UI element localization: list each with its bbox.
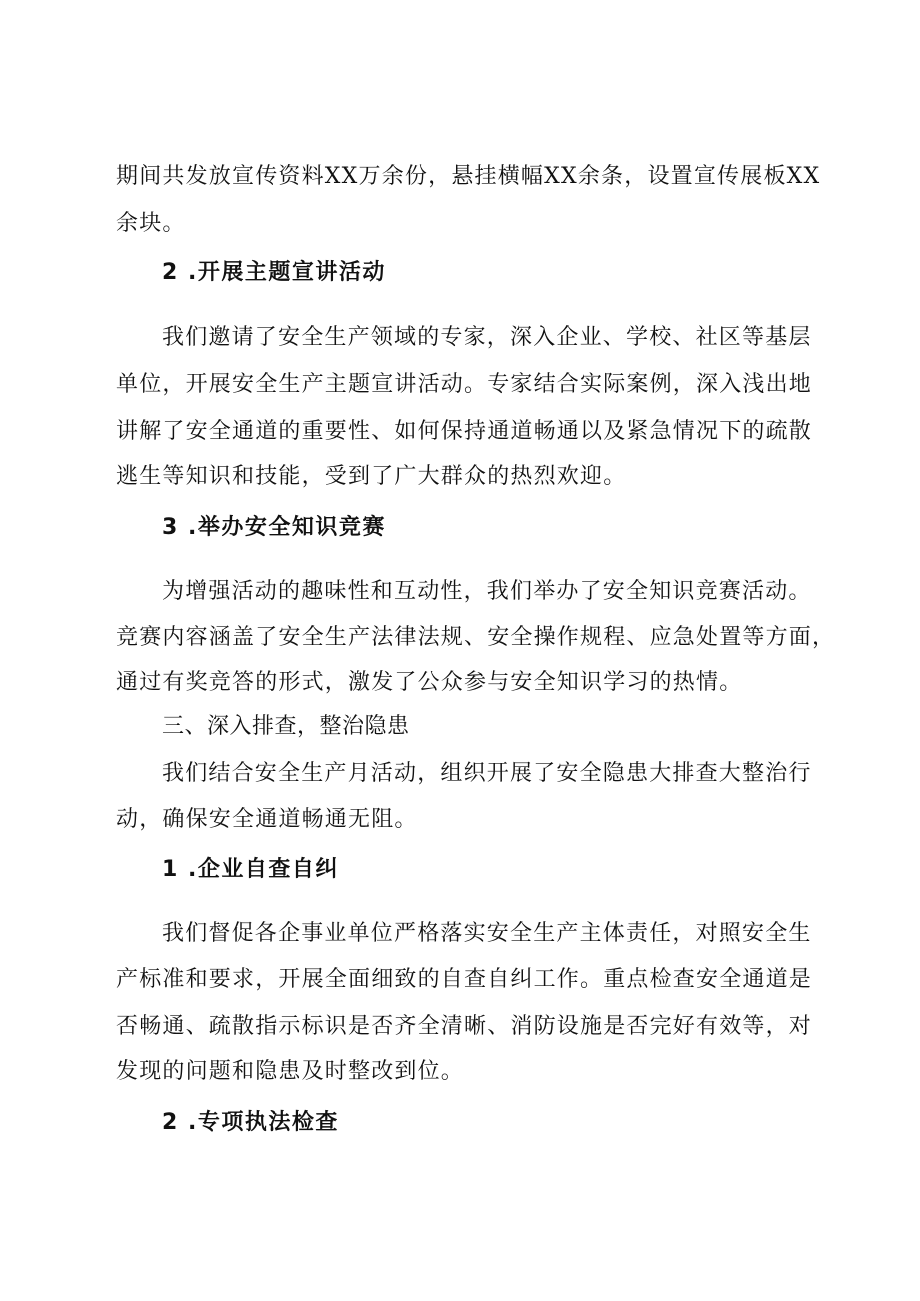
- subheading-number: 1: [162, 857, 179, 882]
- paragraph-1-line-2: 余块。: [116, 211, 186, 236]
- section-3-title: 三、深入排查，整治隐患: [162, 714, 410, 739]
- paragraph-2-line-2: 单位，开展安全生产主题宣讲活动。专家结合实际案例，深入浅出地: [116, 372, 813, 397]
- subheading-title: .企业自查自纠: [188, 857, 339, 882]
- paragraph-3-line-1: 为增强活动的趣味性和互动性，我们举办了安全知识竞赛活动。: [162, 579, 812, 604]
- subheading-number: 2: [162, 260, 179, 285]
- paragraph-5-line-3: 否畅通、疏散指示标识是否齐全清晰、消防设施是否完好有效等，对: [116, 1014, 813, 1039]
- subheading-number: 3: [162, 515, 179, 540]
- paragraph-3-line-2: 竞赛内容涵盖了安全生产法律法规、安全操作规程、应急处置等方面，: [116, 625, 836, 650]
- paragraph-3-line-3: 通过有奖竞答的形式，激发了公众参与安全知识学习的热情。: [116, 670, 743, 695]
- subheading-2-special-enforcement: [162, 1108, 339, 1138]
- subheading-title: .开展主题宣讲活动: [188, 260, 386, 285]
- paragraph-5-line-1: 我们督促各企事业单位严格落实安全生产主体责任，对照安全生: [162, 921, 812, 946]
- paragraph-2-line-1: 我们邀请了安全生产领域的专家，深入企业、学校、社区等基层: [162, 325, 812, 350]
- subheading-2-promotion-lectures: [162, 258, 386, 288]
- paragraph-1-line-1: 期间共发放宣传资料XX万余份，悬挂横幅XX余条，设置宣传展板XX: [116, 164, 821, 189]
- subheading-title: .专项执法检查: [188, 1110, 339, 1135]
- paragraph-5-line-2: 产标准和要求，开展全面细致的自查自纠工作。重点检查安全通道是: [116, 967, 813, 992]
- paragraph-4-line-2: 动，确保安全通道畅通无阻。: [116, 807, 418, 832]
- paragraph-5-line-4: 发现的问题和隐患及时整改到位。: [116, 1059, 465, 1084]
- paragraph-2-line-3: 讲解了安全通道的重要性、如何保持通道畅通以及紧急情况下的疏散: [116, 419, 813, 444]
- paragraph-4-line-1: 我们结合安全生产月活动，组织开展了安全隐患大排查大整治行: [162, 761, 812, 786]
- paragraph-2-line-4: 逃生等知识和技能，受到了广大群众的热烈欢迎。: [116, 464, 627, 489]
- subheading-3-safety-quiz: [162, 513, 386, 543]
- subheading-title: .举办安全知识竞赛: [188, 515, 386, 540]
- subheading-1-enterprise-self-check: [162, 855, 339, 885]
- subheading-number: 2: [162, 1110, 179, 1135]
